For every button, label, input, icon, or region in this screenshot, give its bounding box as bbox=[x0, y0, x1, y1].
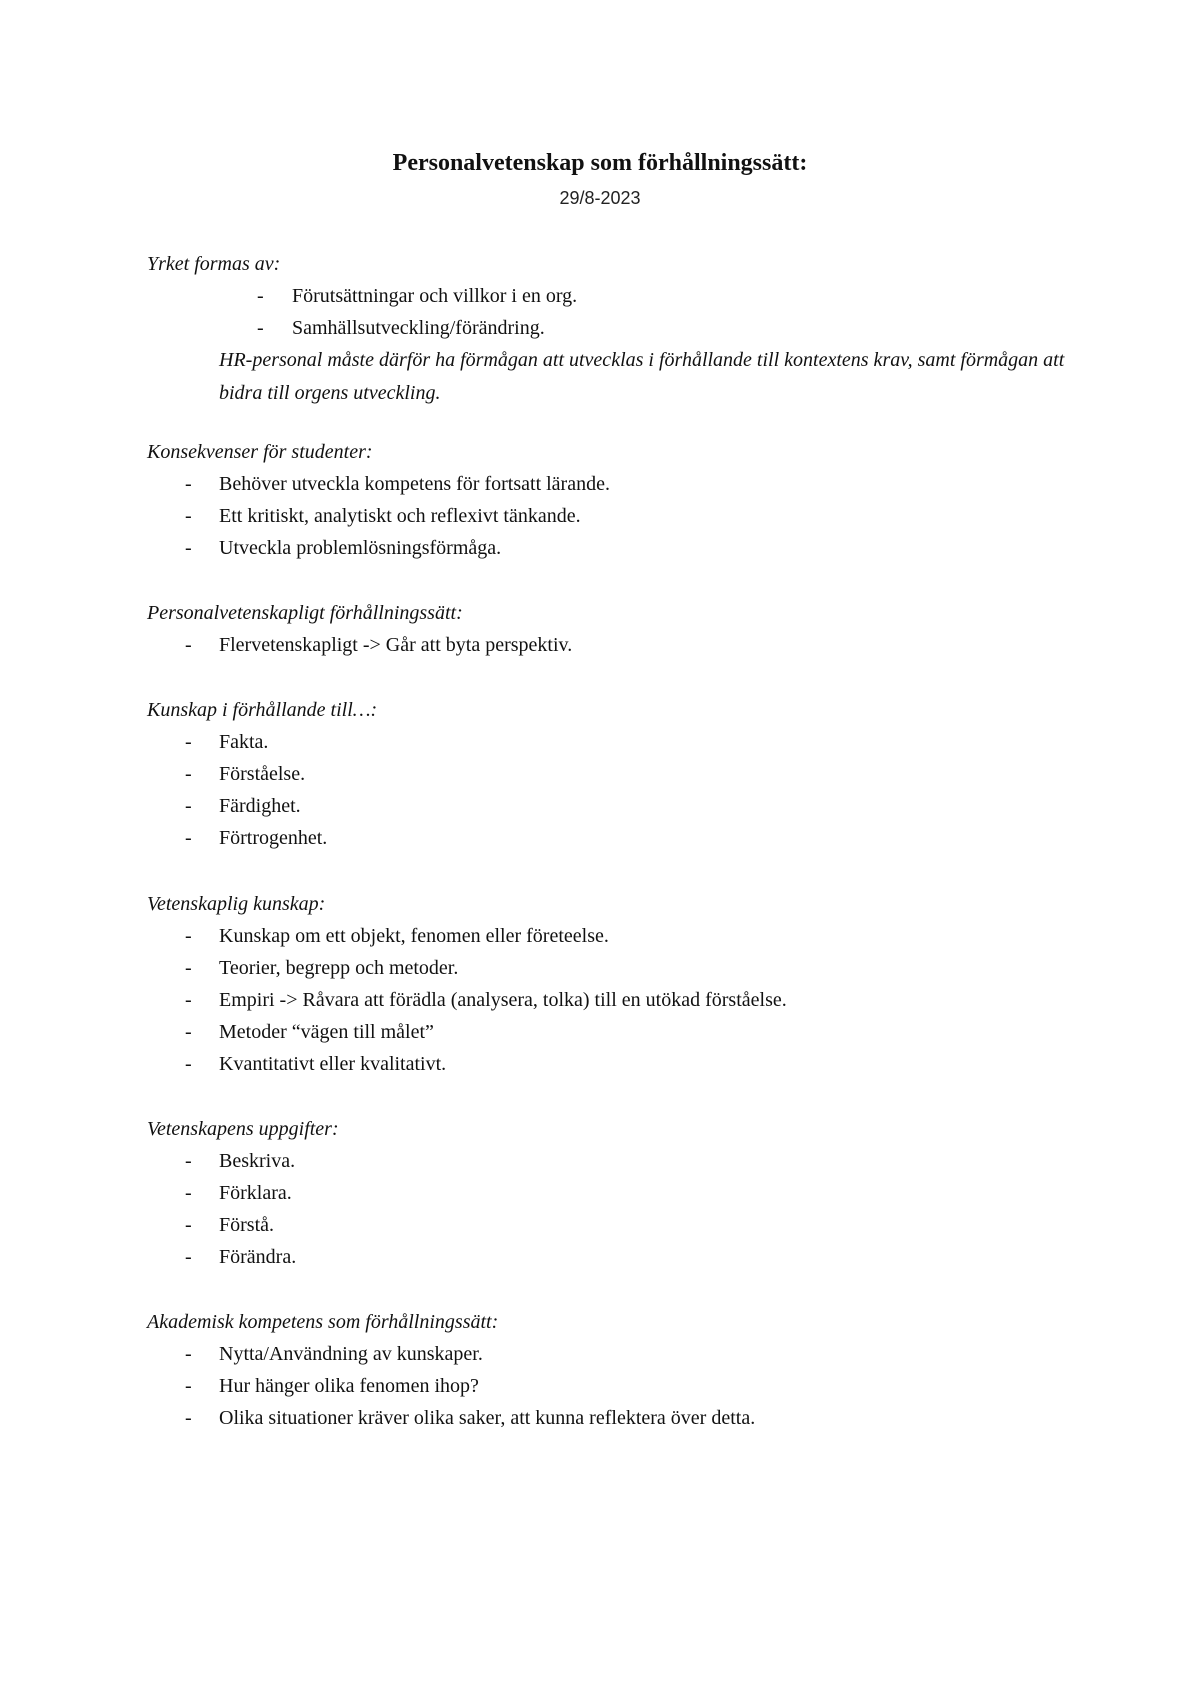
bullet-list bbox=[147, 629, 1097, 661]
list-item: - Nytta/Användning av kunskaper. bbox=[147, 1338, 1097, 1370]
list-item: - Förstå. bbox=[147, 1209, 1097, 1241]
list-item: - Förståelse. bbox=[147, 758, 1097, 790]
list-item: - Förutsättningar och villkor i en org. bbox=[147, 280, 1097, 312]
dash-bullet: - bbox=[185, 1375, 192, 1397]
bullet-list bbox=[147, 280, 1097, 344]
section-yrket-formas bbox=[147, 248, 1097, 410]
dash-bullet: - bbox=[185, 537, 192, 559]
list-item: - Fakta. bbox=[147, 726, 1097, 758]
list-item: - Metoder “vägen till målet” bbox=[147, 1016, 1097, 1048]
list-item: - Beskriva. bbox=[147, 1145, 1097, 1177]
list-item: - Förklara. bbox=[147, 1177, 1097, 1209]
dash-bullet: - bbox=[185, 957, 192, 979]
dash-bullet: - bbox=[185, 1150, 192, 1172]
dash-bullet: - bbox=[185, 989, 192, 1011]
dash-bullet: - bbox=[185, 1343, 192, 1365]
dash-bullet: - bbox=[185, 1407, 192, 1429]
section-vetenskapens-uppgifter bbox=[147, 1113, 1097, 1273]
dash-bullet: - bbox=[185, 505, 192, 527]
list-item: - Färdighet. bbox=[147, 790, 1097, 822]
bullet-list bbox=[147, 1145, 1097, 1273]
dash-bullet: - bbox=[185, 1182, 192, 1204]
section-vetenskaplig-kunskap bbox=[147, 888, 1097, 1080]
dash-bullet: - bbox=[185, 795, 192, 817]
section-heading: Akademisk kompetens som förhållningssätt: bbox=[147, 1311, 499, 1333]
section-heading: Personalvetenskapligt förhållningssätt: bbox=[147, 602, 463, 624]
section-personalvetenskapligt bbox=[147, 597, 1097, 661]
section-kunskap bbox=[147, 694, 1097, 854]
document-date: 29/8-2023 bbox=[559, 188, 641, 208]
section-heading: Yrket formas av: bbox=[147, 253, 281, 275]
dash-bullet: - bbox=[185, 731, 192, 753]
section-akademisk-kompetens bbox=[147, 1306, 1097, 1434]
document-title: Personalvetenskap som förhållningssätt: bbox=[392, 150, 808, 176]
section-note: HR-personal måste därför ha förmågan att utvecklas i förhållande till kontextens krav, samt förmågan att bidra till orgens utveckling. bbox=[219, 349, 1065, 404]
list-item: - Hur hänger olika fenomen ihop? bbox=[147, 1370, 1097, 1402]
section-heading: Vetenskaplig kunskap: bbox=[147, 893, 326, 915]
dash-bullet: - bbox=[185, 925, 192, 947]
list-item: - Utveckla problemlösningsförmåga. bbox=[147, 532, 1097, 564]
dash-bullet: - bbox=[257, 285, 264, 307]
dash-bullet: - bbox=[185, 1021, 192, 1043]
list-item: - Förändra. bbox=[147, 1241, 1097, 1273]
list-item: - Kunskap om ett objekt, fenomen eller företeelse. bbox=[147, 920, 1097, 952]
list-item: - Kvantitativt eller kvalitativt. bbox=[147, 1048, 1097, 1080]
dash-bullet: - bbox=[185, 827, 192, 849]
list-item: - Förtrogenhet. bbox=[147, 822, 1097, 854]
dash-bullet: - bbox=[185, 763, 192, 785]
section-heading: Konsekvenser för studenter: bbox=[147, 441, 373, 463]
dash-bullet: - bbox=[185, 473, 192, 495]
section-heading: Vetenskapens uppgifter: bbox=[147, 1118, 339, 1140]
dash-bullet: - bbox=[185, 1214, 192, 1236]
list-item: - Behöver utveckla kompetens för fortsatt lärande. bbox=[147, 468, 1097, 500]
dash-bullet: - bbox=[257, 317, 264, 339]
list-item: - Olika situationer kräver olika saker, att kunna reflektera över detta. bbox=[147, 1402, 1097, 1434]
bullet-list bbox=[147, 468, 1097, 564]
bullet-list bbox=[147, 726, 1097, 854]
list-item: - Samhällsutveckling/förändring. bbox=[147, 312, 1097, 344]
list-item: - Flervetenskapligt -> Går att byta perspektiv. bbox=[147, 629, 1097, 661]
bullet-list bbox=[147, 1338, 1097, 1434]
list-item: - Empiri -> Råvara att förädla (analysera, tolka) till en utökad förståelse. bbox=[147, 984, 1097, 1016]
dash-bullet: - bbox=[185, 1053, 192, 1075]
section-konsekvenser bbox=[147, 436, 1097, 564]
bullet-list bbox=[147, 920, 1097, 1080]
section-heading: Kunskap i förhållande till…: bbox=[147, 699, 378, 721]
dash-bullet: - bbox=[185, 1246, 192, 1268]
dash-bullet: - bbox=[185, 634, 192, 656]
list-item: - Teorier, begrepp och metoder. bbox=[147, 952, 1097, 984]
list-item: - Ett kritiskt, analytiskt och reflexivt tänkande. bbox=[147, 500, 1097, 532]
